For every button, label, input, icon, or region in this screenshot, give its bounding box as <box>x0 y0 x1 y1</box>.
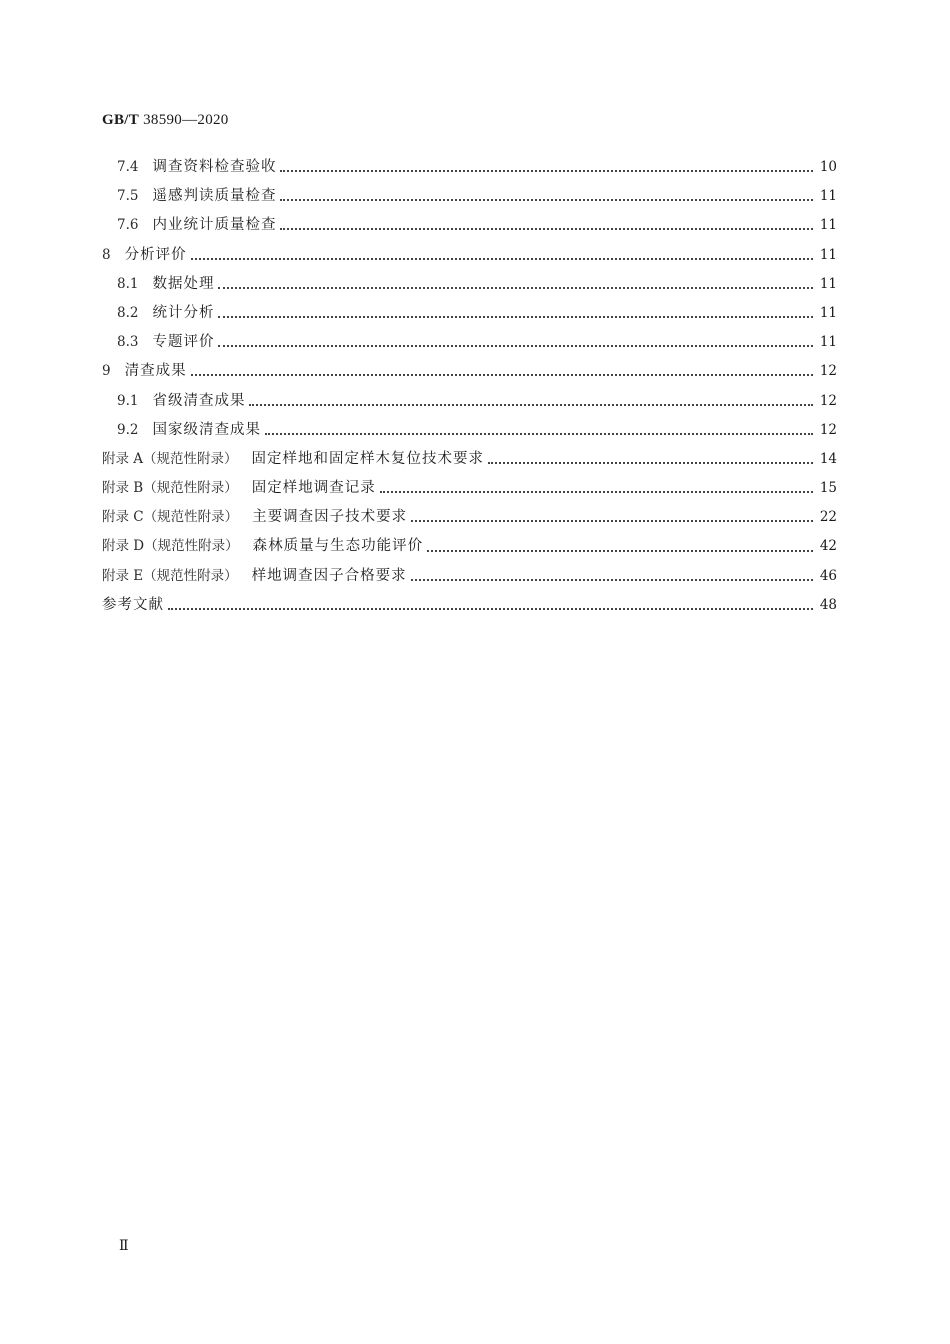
toc-entry-number: 附录 A（规范性附录） <box>102 450 238 467</box>
toc-entry-page: 11 <box>819 334 837 351</box>
toc-dot-leader <box>427 549 813 552</box>
toc-entry[interactable] <box>102 241 837 270</box>
toc-dot-leader <box>218 315 813 318</box>
page-number: Ⅱ <box>119 1239 129 1254</box>
toc-dot-leader <box>191 373 813 376</box>
toc-entry-number: 附录 C（规范性附录） <box>102 509 239 526</box>
toc-dot-leader <box>191 257 813 260</box>
toc-dot-leader <box>411 578 813 581</box>
toc-dot-leader <box>218 286 813 289</box>
toc-entry[interactable] <box>102 591 837 620</box>
toc-entry-page: 48 <box>819 596 837 613</box>
toc-entry[interactable] <box>102 503 837 532</box>
toc-entry-title: 国家级清查成果 <box>152 421 261 438</box>
toc-entry[interactable] <box>102 182 837 211</box>
toc-entry-title: 固定样地和固定样木复位技术要求 <box>251 450 485 467</box>
toc-entry[interactable] <box>102 299 837 328</box>
toc-entry-number: 8.3 <box>117 334 139 351</box>
toc-entry-title: 样地调查因子合格要求 <box>251 567 407 584</box>
toc-entry-number: 附录 D（规范性附录） <box>102 538 239 555</box>
toc-entry-page: 12 <box>819 421 837 438</box>
standard-number: 38590—2020 <box>143 112 229 128</box>
toc-dot-leader <box>265 432 813 435</box>
toc-entry-number: 7.5 <box>117 188 139 205</box>
standard-header <box>102 112 229 129</box>
toc-dot-leader <box>249 403 813 406</box>
toc-entry-number: 8.2 <box>117 304 139 321</box>
toc-entry-title: 森林质量与生态功能评价 <box>252 538 424 555</box>
toc-entry-title: 分析评价 <box>124 246 187 263</box>
toc-entry-number: 7.4 <box>117 159 139 175</box>
toc-entry-page: 11 <box>819 217 837 234</box>
toc-entry-title: 省级清查成果 <box>152 392 246 409</box>
toc-dot-leader <box>380 490 813 493</box>
toc-entry[interactable] <box>102 532 837 561</box>
toc-entry[interactable] <box>102 387 837 416</box>
toc-dot-leader <box>488 461 813 464</box>
toc-entry-number: 附录 E（规范性附录） <box>102 567 238 584</box>
toc-entry[interactable] <box>102 211 837 240</box>
toc-entry-number: 9.2 <box>117 421 139 438</box>
toc-entry[interactable] <box>102 474 837 503</box>
toc-entry[interactable] <box>102 270 837 299</box>
toc-entry[interactable] <box>102 153 837 182</box>
toc-dot-leader <box>280 227 813 230</box>
toc-entry-title: 专题评价 <box>152 334 215 351</box>
toc-entry-title: 遥感判读质量检查 <box>152 188 277 205</box>
toc-entry-page: 11 <box>819 304 837 321</box>
toc-entry-title: 固定样地调查记录 <box>251 480 376 497</box>
toc-entry-title: 参考文献 <box>102 596 164 613</box>
toc-entry-page: 22 <box>819 509 837 526</box>
toc-entry-page: 11 <box>819 275 837 292</box>
toc-dot-leader <box>218 344 813 347</box>
toc-entry-page: 12 <box>819 363 837 380</box>
toc-entry-page: 12 <box>819 392 837 409</box>
toc-dot-leader <box>280 169 813 172</box>
toc-entry-title: 主要调查因子技术要求 <box>252 509 408 526</box>
toc-dot-leader <box>168 607 813 610</box>
toc-entry-number: 8.1 <box>117 275 139 292</box>
toc-entry-number: 9.1 <box>117 392 139 409</box>
toc-entry-title: 调查资料检查验收 <box>152 159 277 175</box>
toc-entry-page: 46 <box>819 567 837 584</box>
table-of-contents <box>102 153 837 620</box>
toc-entry-number: 附录 B（规范性附录） <box>102 480 238 497</box>
toc-dot-leader <box>411 519 813 522</box>
toc-entry-page: 42 <box>819 538 837 555</box>
toc-entry[interactable] <box>102 357 837 386</box>
toc-entry-title: 内业统计质量检查 <box>152 217 277 234</box>
toc-dot-leader <box>280 198 813 201</box>
standard-prefix: GB/T <box>102 112 140 128</box>
toc-entry-page: 14 <box>819 450 837 467</box>
toc-entry-number: 7.6 <box>117 217 139 234</box>
toc-entry[interactable] <box>102 562 837 591</box>
toc-entry-page: 11 <box>819 246 837 263</box>
toc-entry-title: 数据处理 <box>152 275 215 292</box>
toc-entry-page: 15 <box>819 480 837 497</box>
toc-entry-page: 11 <box>819 188 837 205</box>
toc-entry-number: 8 <box>102 246 111 263</box>
toc-entry-page: 10 <box>819 159 837 175</box>
toc-entry-title: 统计分析 <box>152 304 215 321</box>
toc-entry[interactable] <box>102 445 837 474</box>
toc-entry[interactable] <box>102 416 837 445</box>
toc-entry[interactable] <box>102 328 837 357</box>
toc-entry-number: 9 <box>102 363 111 380</box>
toc-entry-title: 清查成果 <box>124 363 187 380</box>
